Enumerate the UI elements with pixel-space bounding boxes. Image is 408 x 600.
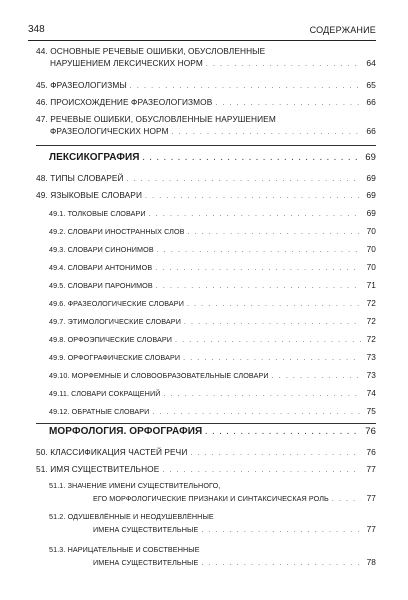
toc-subentry-51-2[interactable]: [36, 511, 376, 537]
toc-entry-page: 76: [366, 447, 376, 457]
toc-entry-title: 49.3. СЛОВАРИ СИНОНИМОВ: [49, 245, 154, 254]
toc-subentry-49-7[interactable]: [36, 315, 376, 329]
dot-leader: [155, 263, 361, 275]
dot-leader: [156, 281, 361, 293]
dot-leader: [130, 81, 361, 93]
toc-subentry-49-4[interactable]: [36, 261, 376, 275]
toc-entry-title-cont: ФРАЗЕОЛОГИЧЕСКИХ НОРМ: [50, 126, 169, 136]
toc-entry-title: 49.8. ОРФОЭПИЧЕСКИЕ СЛОВАРИ: [49, 335, 173, 344]
toc-entry-title: 49.6. ФРАЗЕОЛОГИЧЕСКИЕ СЛОВАРИ: [49, 299, 184, 308]
toc-entry-page: 76: [365, 426, 376, 437]
section-divider: [36, 423, 376, 424]
toc-entry-page: 69: [366, 190, 376, 200]
toc-entry-49[interactable]: [36, 189, 376, 203]
toc-entry-50[interactable]: [36, 446, 376, 460]
page-number: 348: [28, 24, 45, 35]
dot-leader: [187, 299, 361, 311]
toc-subentry-51-1[interactable]: [36, 480, 376, 506]
toc-entry-title: 51. ИМЯ СУЩЕСТВИТЕЛЬНОЕ: [36, 464, 160, 474]
toc-entry-title-cont: ИМЕНА СУЩЕСТВИТЕЛЬНЫЕ: [93, 558, 199, 567]
toc-entry-page: 69: [366, 173, 376, 183]
toc-subentry-49-11[interactable]: [36, 387, 376, 401]
toc-entry-title: 49.7. ЭТИМОЛОГИЧЕСКИЕ СЛОВАРИ: [49, 317, 181, 326]
toc-entry-title: 49.4. СЛОВАРИ АНТОНИМОВ: [49, 263, 153, 272]
toc-entry-title: 51.2. ОДУШЕВЛЁННЫЕ И НЕОДУШЕВЛЁННЫЕ: [49, 512, 214, 521]
dot-leader: [152, 407, 361, 419]
toc-entry-page: 69: [365, 152, 376, 163]
toc-subentry-49-5[interactable]: [36, 279, 376, 293]
toc-subentry-49-1[interactable]: [36, 207, 376, 221]
dot-leader: [149, 209, 361, 221]
dot-leader: [188, 227, 361, 239]
toc-entry-title: 46. ПРОИСХОЖДЕНИЕ ФРАЗЕОЛОГИЗМОВ: [36, 97, 213, 107]
toc-entry-page: 77: [366, 464, 376, 474]
toc-entry-title: 49.1. ТОЛКОВЫЕ СЛОВАРИ: [49, 209, 146, 218]
toc-subentry-49-3[interactable]: [36, 243, 376, 257]
dot-leader: [175, 335, 361, 347]
toc-subentry-49-8[interactable]: [36, 333, 376, 347]
toc-entry-page: 66: [366, 97, 376, 107]
toc-section-title: ЛЕКСИКОГРАФИЯ: [49, 152, 140, 163]
toc-entry-title: 51.1. ЗНАЧЕНИЕ ИМЕНИ СУЩЕСТВИТЕЛЬНОГО,: [49, 481, 221, 490]
toc-entry-title: 49.11. СЛОВАРИ СОКРАЩЕНИЙ: [49, 389, 161, 398]
toc-entry-title: 49.12. ОБРАТНЫЕ СЛОВАРИ: [49, 407, 150, 416]
toc-entry-page: 64: [366, 58, 376, 68]
toc-entry-page: 73: [366, 352, 376, 362]
header-divider: [28, 40, 376, 41]
toc-entry-page: 72: [366, 334, 376, 344]
dot-leader: [184, 317, 361, 329]
dot-leader: [201, 525, 361, 537]
dot-leader: [190, 448, 361, 460]
section-divider: [36, 145, 376, 146]
dot-leader: [172, 127, 361, 139]
dot-leader: [157, 245, 361, 257]
toc-entry-page: 75: [366, 406, 376, 416]
toc-entry-title: 45. ФРАЗЕОЛОГИЗМЫ: [36, 80, 127, 90]
dot-leader: [332, 494, 361, 506]
dot-leader: [162, 465, 361, 477]
dot-leader: [201, 558, 361, 570]
toc-entry-page: 73: [366, 370, 376, 380]
toc-entry-44[interactable]: [36, 45, 376, 71]
toc-entry-page: 65: [366, 80, 376, 90]
toc-entry-page: 69: [366, 208, 376, 218]
dot-leader: [143, 153, 361, 165]
toc-entry-48[interactable]: [36, 172, 376, 186]
toc-entry-45[interactable]: [36, 79, 376, 93]
toc-subentry-49-6[interactable]: [36, 297, 376, 311]
toc-entry-title: 44. ОСНОВНЫЕ РЕЧЕВЫЕ ОШИБКИ, ОБУСЛОВЛЕННЫЕ: [36, 46, 266, 56]
dot-leader: [215, 98, 361, 110]
toc-entry-page: 74: [366, 388, 376, 398]
toc-entry-page: 78: [366, 557, 376, 567]
toc-entry-46[interactable]: [36, 96, 376, 110]
toc-entry-title: 49.10. МОРФЕМНЫЕ И СЛОВООБРАЗОВАТЕЛЬНЫЕ СЛОВАРИ: [49, 371, 269, 380]
toc-entry-title: 49.2. СЛОВАРИ ИНОСТРАННЫХ СЛОВ: [49, 227, 185, 236]
toc-entry-title: 49. ЯЗЫКОВЫЕ СЛОВАРИ: [36, 190, 143, 200]
dot-leader: [145, 191, 361, 203]
toc-entry-title: 49.9. ОРФОГРАФИЧЕСКИЕ СЛОВАРИ: [49, 353, 181, 362]
toc-entry-page: 72: [366, 316, 376, 326]
toc-section-morphology[interactable]: [36, 426, 376, 439]
toc-entry-page: 70: [366, 244, 376, 254]
toc-entry-page: 72: [366, 298, 376, 308]
toc-entry-47[interactable]: [36, 113, 376, 139]
dot-leader: [127, 174, 361, 186]
dot-leader: [163, 389, 361, 401]
toc-entry-title-cont: ИМЕНА СУЩЕСТВИТЕЛЬНЫЕ: [93, 525, 199, 534]
toc-entry-page: 70: [366, 262, 376, 272]
toc-section-lexicography[interactable]: [36, 152, 376, 165]
dot-leader: [205, 427, 361, 439]
toc-subentry-49-10[interactable]: [36, 369, 376, 383]
toc-entry-title: 51.3. НАРИЦАТЕЛЬНЫЕ И СОБСТВЕННЫЕ: [49, 545, 200, 554]
toc-section-title: МОРФОЛОГИЯ. ОРФОГРАФИЯ: [49, 426, 203, 437]
toc-entry-title-cont: НАРУШЕНИЕМ ЛЕКСИЧЕСКИХ НОРМ: [50, 58, 203, 68]
toc-entry-page: 70: [366, 226, 376, 236]
toc-entry-51[interactable]: [36, 463, 376, 477]
toc-entry-title-cont: ЕГО МОРФОЛОГИЧЕСКИЕ ПРИЗНАКИ И СИНТАКСИЧЕСКАЯ РОЛЬ: [93, 494, 329, 503]
dot-leader: [206, 59, 361, 71]
toc-entry-title: 49.5. СЛОВАРИ ПАРОНИМОВ: [49, 281, 153, 290]
toc-entry-title: 48. ТИПЫ СЛОВАРЕЙ: [36, 173, 124, 183]
toc-entry-page: 71: [366, 280, 376, 290]
toc-entry-page: 77: [366, 524, 376, 534]
toc-subentry-49-9[interactable]: [36, 351, 376, 365]
toc-subentry-49-12[interactable]: [36, 405, 376, 419]
dot-leader: [183, 353, 361, 365]
dot-leader: [272, 371, 361, 383]
running-header: [28, 22, 376, 38]
toc-subentry-51-3[interactable]: [36, 544, 376, 570]
toc-subentry-49-2[interactable]: [36, 225, 376, 239]
toc-entry-title: 50. КЛАССИФИКАЦИЯ ЧАСТЕЙ РЕЧИ: [36, 447, 188, 457]
toc-entry-page: 66: [366, 126, 376, 136]
toc-entry-page: 77: [366, 493, 376, 503]
toc-entry-title: 47. РЕЧЕВЫЕ ОШИБКИ, ОБУСЛОВЛЕННЫЕ НАРУШЕНИЕМ: [36, 114, 276, 124]
running-header-title: СОДЕРЖАНИЕ: [309, 25, 376, 35]
